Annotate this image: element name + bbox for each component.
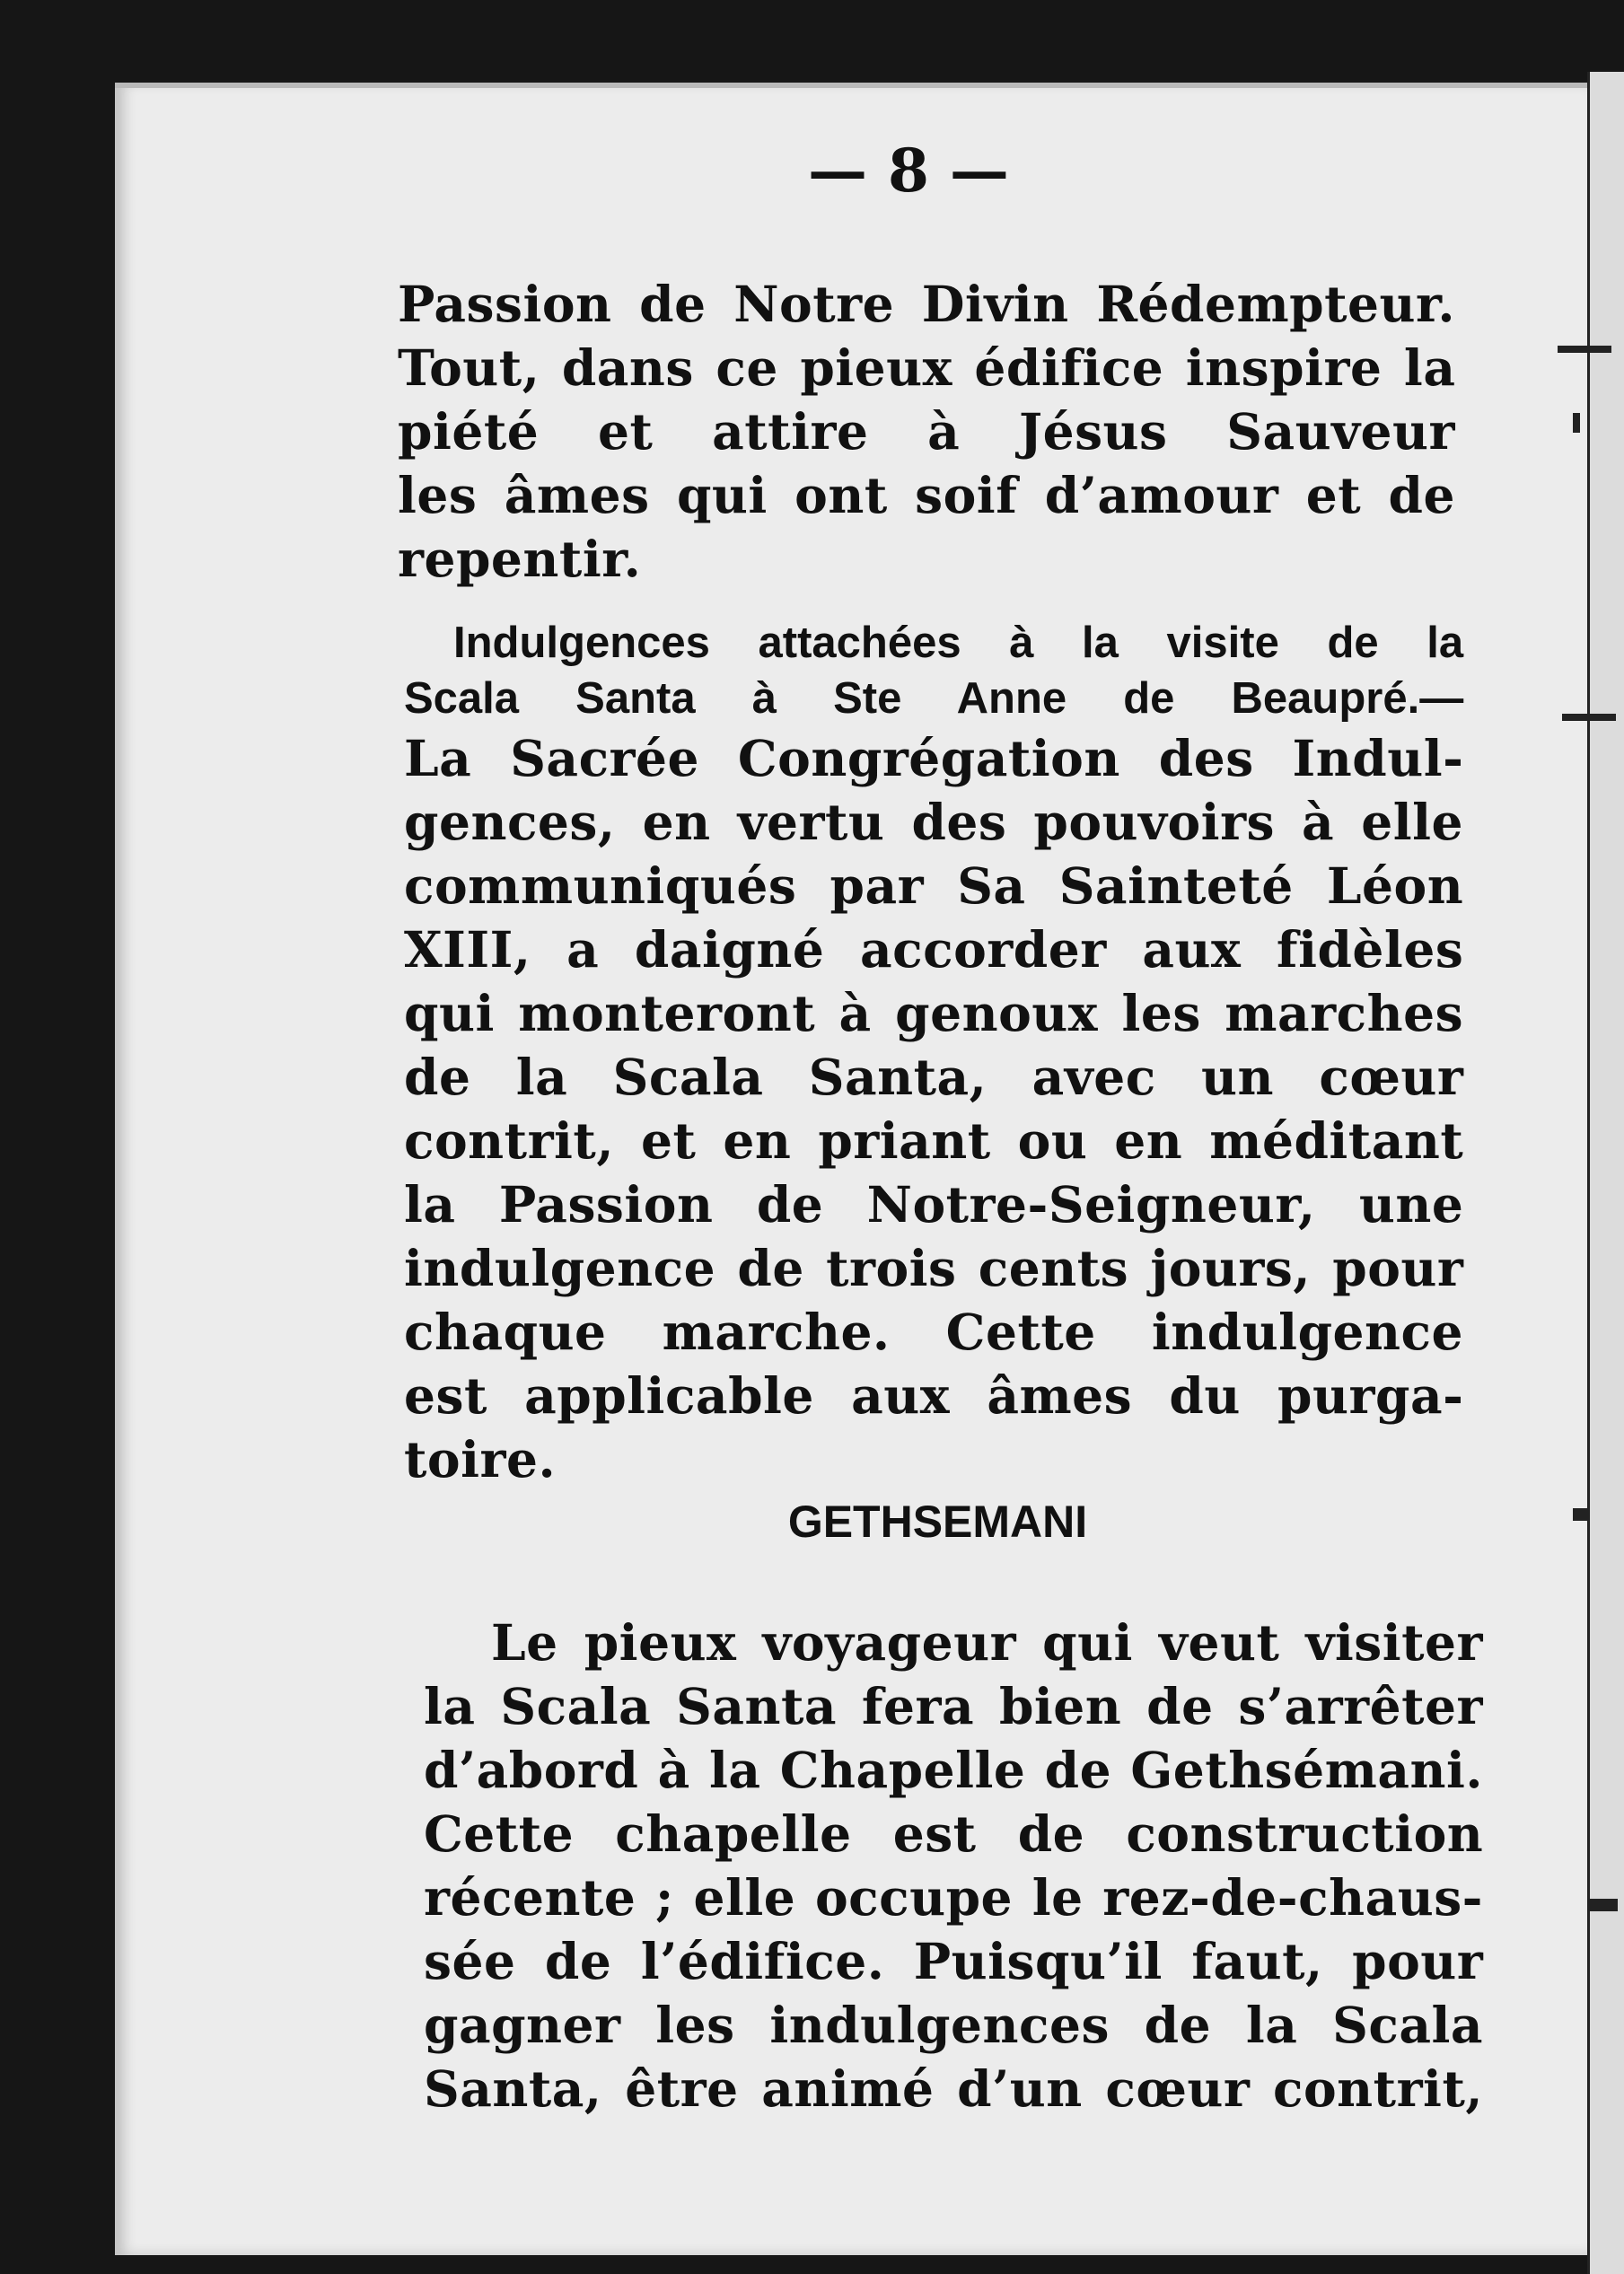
text-line: sée de l’édifice. Puisqu’il faut, pour [424,1932,1484,1990]
section-title: GETHSEMANI [787,1497,1088,1547]
text-line: de la Scala Santa, avec un cœur [404,1048,1464,1106]
text-line: Le pieux voyageur qui veut visiter [491,1613,1483,1672]
page-number: — 8 — [808,136,1009,206]
text-line: contrit, et en priant ou en méditant [404,1111,1464,1170]
text-line: Santa, être animé d’un cœur contrit, [424,2059,1483,2118]
text-line: chaque marche. Cette indulgence [404,1303,1463,1361]
margin-mark [1589,1899,1618,1911]
text-line: gences, en vertu des pouvoirs à elle [404,793,1463,851]
page-top-edge [115,83,1587,88]
margin-mark [1573,413,1580,433]
text-line: XIII, a daigné accorder aux fidèles [404,920,1464,979]
text-line: toire. [404,1430,557,1488]
text-line: est applicable aux âmes du purga- [404,1366,1464,1425]
paragraph-gethsemani [424,1611,1483,2120]
text-line: les âmes qui ont soif d’amour et de [398,466,1455,524]
text-line: Tout, dans ce pieux édifice inspire la [398,338,1456,397]
text-line: piété et attire à Jésus Sauveur [398,402,1455,461]
text-line: qui monteront à genoux les marches [404,984,1464,1042]
text-line: indulgence de trois cents jours, pour [404,1239,1464,1297]
text-line: Cette chapelle est de construction [424,1804,1484,1863]
text-line: gagner les indulgences de la Scala [424,1996,1483,2054]
text-line: la Scala Santa fera bien de s’arrêter [424,1677,1483,1735]
margin-mark [1558,346,1611,353]
margin-mark [1562,714,1616,721]
text-line: repentir. [398,530,642,588]
text-line: communiqués par Sa Sainteté Léon [404,856,1464,915]
text-line: récente ; elle occupe le rez-de-chaus- [424,1868,1483,1927]
next-page-edge [1587,72,1624,2274]
text-line: la Passion de Notre-Seigneur, une [404,1175,1464,1234]
text-line: d’abord à la Chapelle de Gethsémani. [424,1741,1483,1799]
text-line: Passion de Notre Divin Rédempteur. [398,275,1456,333]
indulgences-heading-line: Scala Santa à Ste Anne de Beaupré.— [404,674,1464,723]
paragraph-indulgences [404,615,1463,1491]
indulgences-heading-line: Indulgences attachées à la visite de la [453,619,1464,667]
text-line: La Sacrée Congrégation des Indul- [404,729,1464,787]
paragraph-intro [398,272,1455,591]
